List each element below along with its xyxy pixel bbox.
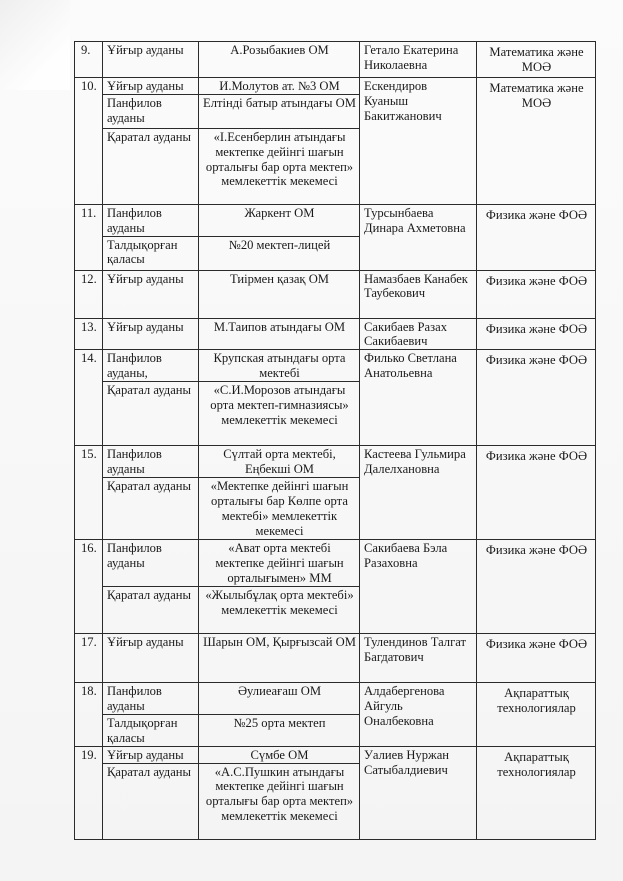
subject-cell: Физика және ФОӘ	[477, 205, 596, 271]
teacher-cell: Турсынбаева Динара Ахметовна	[360, 205, 477, 271]
row-number: 10.	[75, 78, 103, 205]
subject-cell: Математика және МОӘ	[477, 78, 596, 205]
school-cell: Жаркент ОМ	[199, 205, 360, 237]
district-cell: Ұйғыр ауданы	[103, 270, 199, 318]
teacher-cell: Алдабергенова Айгуль Оналбековна	[360, 683, 477, 747]
table-row	[75, 42, 596, 78]
school-cell: «Ават орта мектебі мектепке дейінгі шағын орталығымен» ММ	[199, 540, 360, 587]
district-cell: Ұйғыр ауданы	[103, 634, 199, 683]
row-number: 17.	[75, 634, 103, 683]
subject-cell: Физика және ФОӘ	[477, 350, 596, 446]
assignment-table	[74, 41, 596, 840]
row-number: 19.	[75, 746, 103, 839]
district-cell: Панфилов ауданы	[103, 683, 199, 715]
row-number: 18.	[75, 683, 103, 747]
school-cell: «С.И.Морозов атындағы орта мектеп-гимназиясы» мемлекеттік мекемесі	[199, 382, 360, 446]
district-cell: Панфилов ауданы	[103, 540, 199, 587]
row-number: 14.	[75, 350, 103, 446]
district-cell: Панфилов ауданы	[103, 446, 199, 478]
school-cell: №25 орта мектеп	[199, 715, 360, 747]
table-row	[75, 78, 596, 95]
teacher-cell: Ескендиров Куаныш Бакитжанович	[360, 78, 477, 205]
school-cell: Шарын ОМ, Қырғызсай ОМ	[199, 634, 360, 683]
table-row	[75, 634, 596, 683]
district-cell: Панфилов ауданы,	[103, 350, 199, 382]
district-cell: Қаратал ауданы	[103, 382, 199, 446]
teacher-cell: Сакибаев Разах Сакибаевич	[360, 318, 477, 350]
table-row	[75, 446, 596, 478]
district-cell: Қаратал ауданы	[103, 587, 199, 634]
district-cell: Қаратал ауданы	[103, 129, 199, 205]
school-cell: М.Таипов атындағы ОМ	[199, 318, 360, 350]
subject-cell: Физика және ФОӘ	[477, 270, 596, 318]
school-cell: «Мектепке дейінгі шағын орталығы бар Көлпе орта мектебі» мемлекеттік мекемесі	[199, 478, 360, 540]
table-row	[75, 350, 596, 382]
school-cell: А.Розыбакиев ОМ	[199, 42, 360, 78]
row-number: 12.	[75, 270, 103, 318]
subject-cell: Физика және ФОӘ	[477, 446, 596, 540]
table-row	[75, 270, 596, 318]
school-cell: №20 мектеп-лицей	[199, 236, 360, 270]
district-cell: Панфилов ауданы	[103, 95, 199, 129]
teacher-cell: Тулендинов Талгат Багдатович	[360, 634, 477, 683]
row-number: 13.	[75, 318, 103, 350]
subject-cell: Математика және МОӘ	[477, 42, 596, 78]
district-cell: Ұйғыр ауданы	[103, 42, 199, 78]
table-row	[75, 318, 596, 350]
district-cell: Қаратал ауданы	[103, 478, 199, 540]
table-row	[75, 746, 596, 763]
row-number: 15.	[75, 446, 103, 540]
school-cell: «А.С.Пушкин атындағы мектепке дейінгі шағын орталығы бар орта мектеп» мемлекеттік мекемесі	[199, 763, 360, 839]
school-cell: «Жылыбұлақ орта мектебі» мемлекеттік мекемесі	[199, 587, 360, 634]
district-cell: Ұйғыр ауданы	[103, 746, 199, 763]
teacher-cell: Гетало Екатерина Николаевна	[360, 42, 477, 78]
school-cell: Елтінді батыр атындағы ОМ	[199, 95, 360, 129]
subject-cell: Физика және ФОӘ	[477, 634, 596, 683]
district-cell: Талдықорған қаласы	[103, 236, 199, 270]
teacher-cell: Уалиев Нуржан Сатыбалдиевич	[360, 746, 477, 839]
school-cell: Сүлтай орта мектебі, Еңбекші ОМ	[199, 446, 360, 478]
school-cell: «І.Есенберлин атындағы мектепке дейінгі шағын орталығы бар орта мектеп» мемлекеттік мекемесі	[199, 129, 360, 205]
teacher-cell: Филько Светлана Анатольевна	[360, 350, 477, 446]
school-cell: Сүмбе ОМ	[199, 746, 360, 763]
subject-cell: Физика және ФОӘ	[477, 540, 596, 634]
teacher-cell: Сакибаева Бэла Разаховна	[360, 540, 477, 634]
row-number: 11.	[75, 205, 103, 271]
subject-cell: Ақпараттық технологиялар	[477, 683, 596, 747]
subject-cell: Физика және ФОӘ	[477, 318, 596, 350]
subject-cell: Ақпараттық технологиялар	[477, 746, 596, 839]
district-cell: Панфилов ауданы	[103, 205, 199, 237]
table-row	[75, 540, 596, 587]
school-cell: Крупская атындағы орта мектебі	[199, 350, 360, 382]
district-cell: Қаратал ауданы	[103, 763, 199, 839]
district-cell: Ұйғыр ауданы	[103, 318, 199, 350]
school-cell: Тиірмен қазақ ОМ	[199, 270, 360, 318]
teacher-cell: Намазбаев Канабек Таубекович	[360, 270, 477, 318]
school-cell: И.Молутов ат. №3 ОМ	[199, 78, 360, 95]
school-cell: Әулиеағаш ОМ	[199, 683, 360, 715]
table-row	[75, 205, 596, 237]
table-row	[75, 683, 596, 715]
row-number: 9.	[75, 42, 103, 78]
teacher-cell: Кастеева Гульмира Далелхановна	[360, 446, 477, 540]
row-number: 16.	[75, 540, 103, 634]
district-cell: Талдықорған қаласы	[103, 715, 199, 747]
district-cell: Ұйғыр ауданы	[103, 78, 199, 95]
